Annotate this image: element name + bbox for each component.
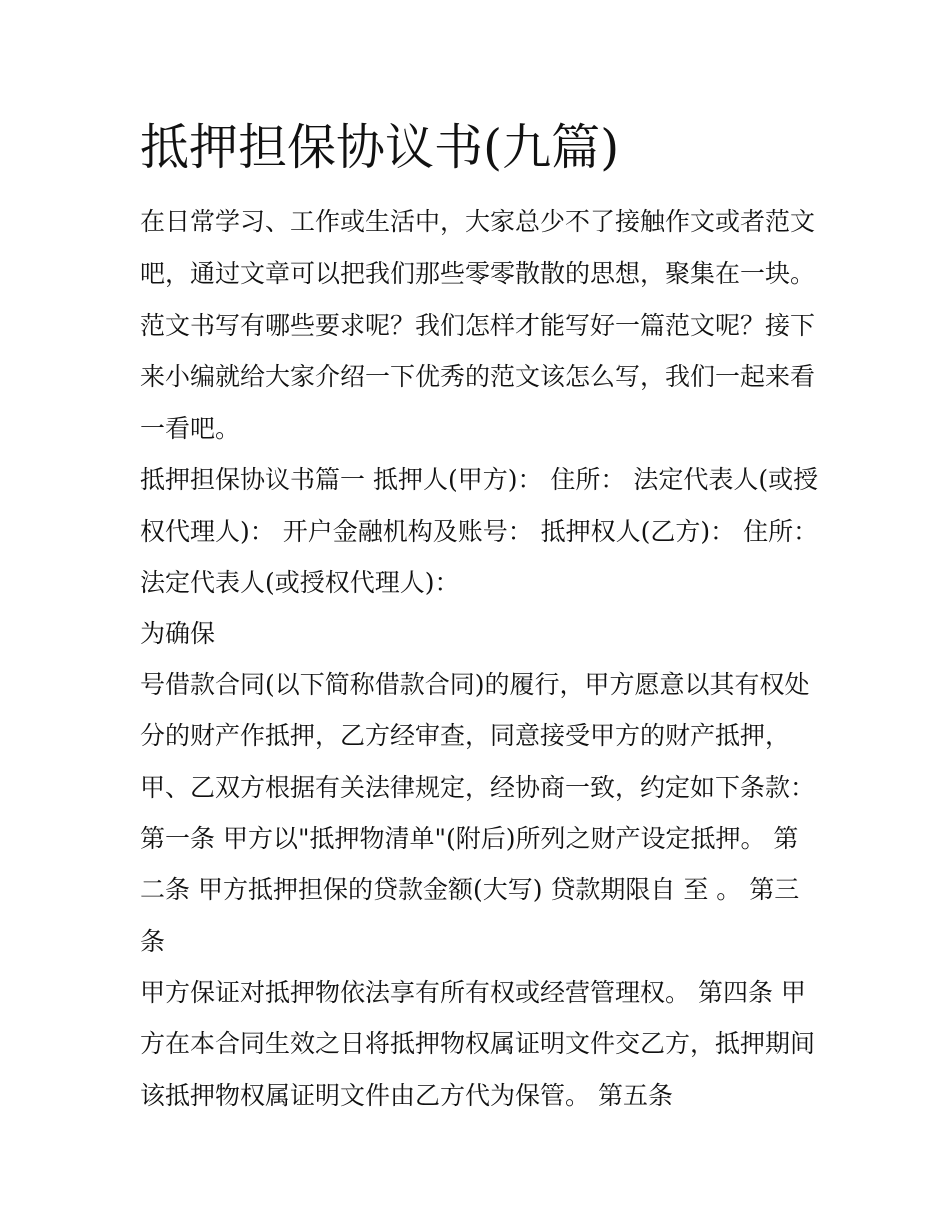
- body-line: 抵押担保协议书篇一 抵押人(甲方)： 住所： 法定代表人(或授: [140, 465, 819, 494]
- body-line: 该抵押物权属证明文件由乙方代为保管。 第五条: [140, 1081, 673, 1110]
- body-line: 甲方保证对抵押物依法享有所有权或经营管理权。 第四条 甲: [140, 978, 806, 1007]
- body-line: 权代理人)： 开户金融机构及账号： 抵押权人(乙方)： 住所：: [140, 517, 819, 546]
- body-line: 为确保: [140, 619, 216, 648]
- body-line: 第一条 甲方以"抵押物清单"(附后)所列之财产设定抵押。 第: [140, 824, 799, 853]
- body-line: 法定代表人(或授权代理人)：: [140, 568, 460, 597]
- body-line: 甲、乙双方根据有关法律规定，经协商一致，约定如下条款：: [140, 773, 816, 802]
- body-line: 范文书写有哪些要求呢？我们怎样才能写好一篇范文呢？接下: [140, 311, 816, 340]
- body-line: 号借款合同(以下简称借款合同)的履行，甲方愿意以其有权处: [140, 670, 810, 699]
- body-line: 吧，通过文章可以把我们那些零零散散的思想，聚集在一块。: [140, 259, 816, 288]
- body-line: 二条 甲方抵押担保的贷款金额(大写) 贷款期限自 至 。 第三: [140, 875, 800, 904]
- body-line: 一看吧。: [140, 414, 241, 443]
- body-line: 在日常学习、工作或生活中，大家总少不了接触作文或者范文: [140, 207, 816, 236]
- body-line: 方在本合同生效之日将抵押物权属证明文件交乙方，抵押期间: [140, 1029, 816, 1058]
- body-line: 来小编就给大家介绍一下优秀的范文该怎么写，我们一起来看: [140, 362, 816, 391]
- document-title: 抵押担保协议书(九篇): [140, 119, 620, 176]
- body-line: 分的财产作抵押，乙方经审查，同意接受甲方的财产抵押，: [140, 721, 791, 750]
- body-line: 条: [140, 927, 166, 956]
